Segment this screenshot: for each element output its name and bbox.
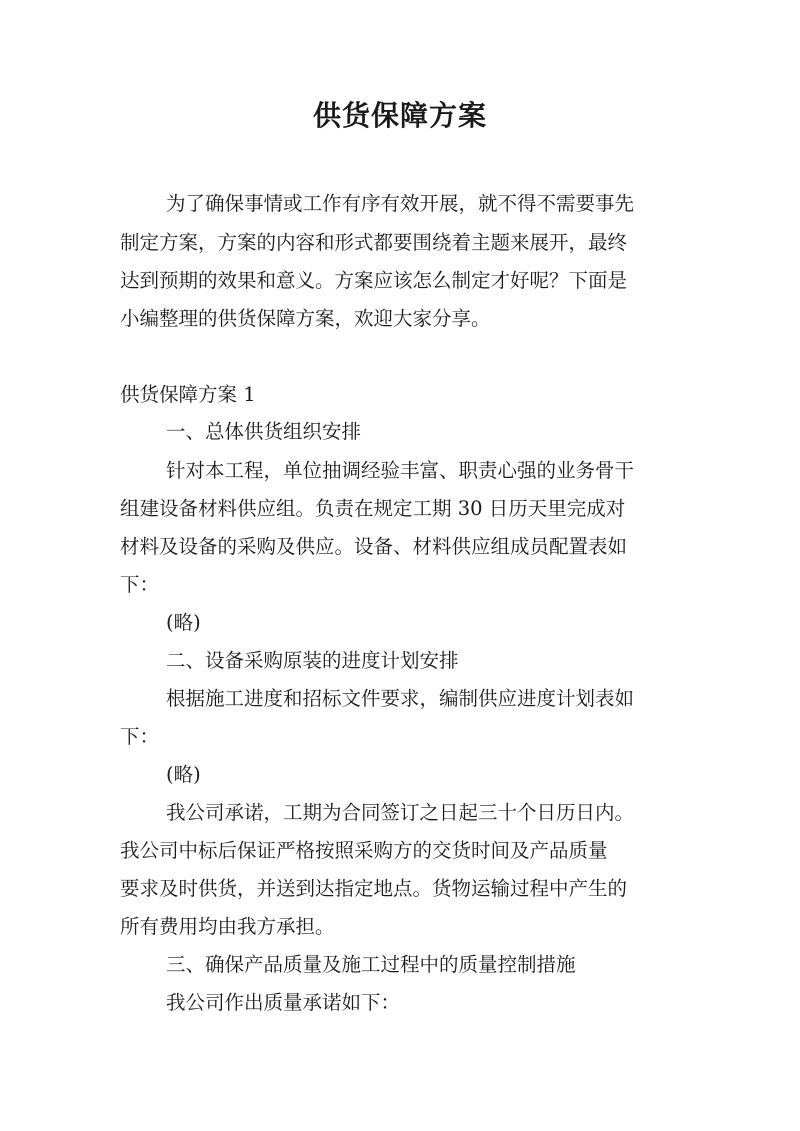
body-line: 我公司作出质量承诺如下：	[166, 991, 401, 1014]
body-line: 我公司承诺，工期为合同签订之日起三十个日历日内。	[166, 801, 635, 824]
section-heading: 供货保障方案 1	[120, 383, 256, 406]
document-title: 供货保障方案	[312, 99, 487, 132]
intro-line: 为了确保事情或工作有序有效开展，就不得不需要事先	[166, 192, 635, 215]
intro-line: 达到预期的效果和意义。方案应该怎么制定才好呢？下面是	[120, 269, 628, 292]
subheading: 一、总体供货组织安排	[166, 420, 362, 443]
body-line: 下：	[120, 725, 160, 748]
body-line: 材料及设备的采购及供应。设备、材料供应组成员配置表如	[120, 535, 628, 558]
body-line: 所有费用均由我方承担。	[120, 915, 335, 938]
body-line: 要求及时供货，并送到达指定地点。货物运输过程中产生的	[120, 877, 628, 900]
intro-line: 制定方案，方案的内容和形式都要围绕着主题来展开，最终	[120, 231, 628, 254]
omitted-note: (略)	[166, 611, 201, 634]
body-line: 针对本工程，单位抽调经验丰富、职责心强的业务骨干	[166, 459, 635, 482]
body-line: 我公司中标后保证严格按照采购方的交货时间及产品质量	[120, 839, 608, 862]
subheading: 二、设备采购原装的进度计划安排	[166, 649, 459, 672]
intro-line: 小编整理的供货保障方案，欢迎大家分享。	[120, 307, 491, 330]
body-line: 组建设备材料供应组。负责在规定工期 30 日历天里完成对	[120, 497, 626, 520]
omitted-note: (略)	[166, 763, 201, 786]
subheading: 三、确保产品质量及施工过程中的质量控制措施	[166, 953, 576, 976]
body-line: 根据施工进度和招标文件要求，编制供应进度计划表如	[166, 687, 635, 710]
body-line: 下：	[120, 573, 160, 596]
